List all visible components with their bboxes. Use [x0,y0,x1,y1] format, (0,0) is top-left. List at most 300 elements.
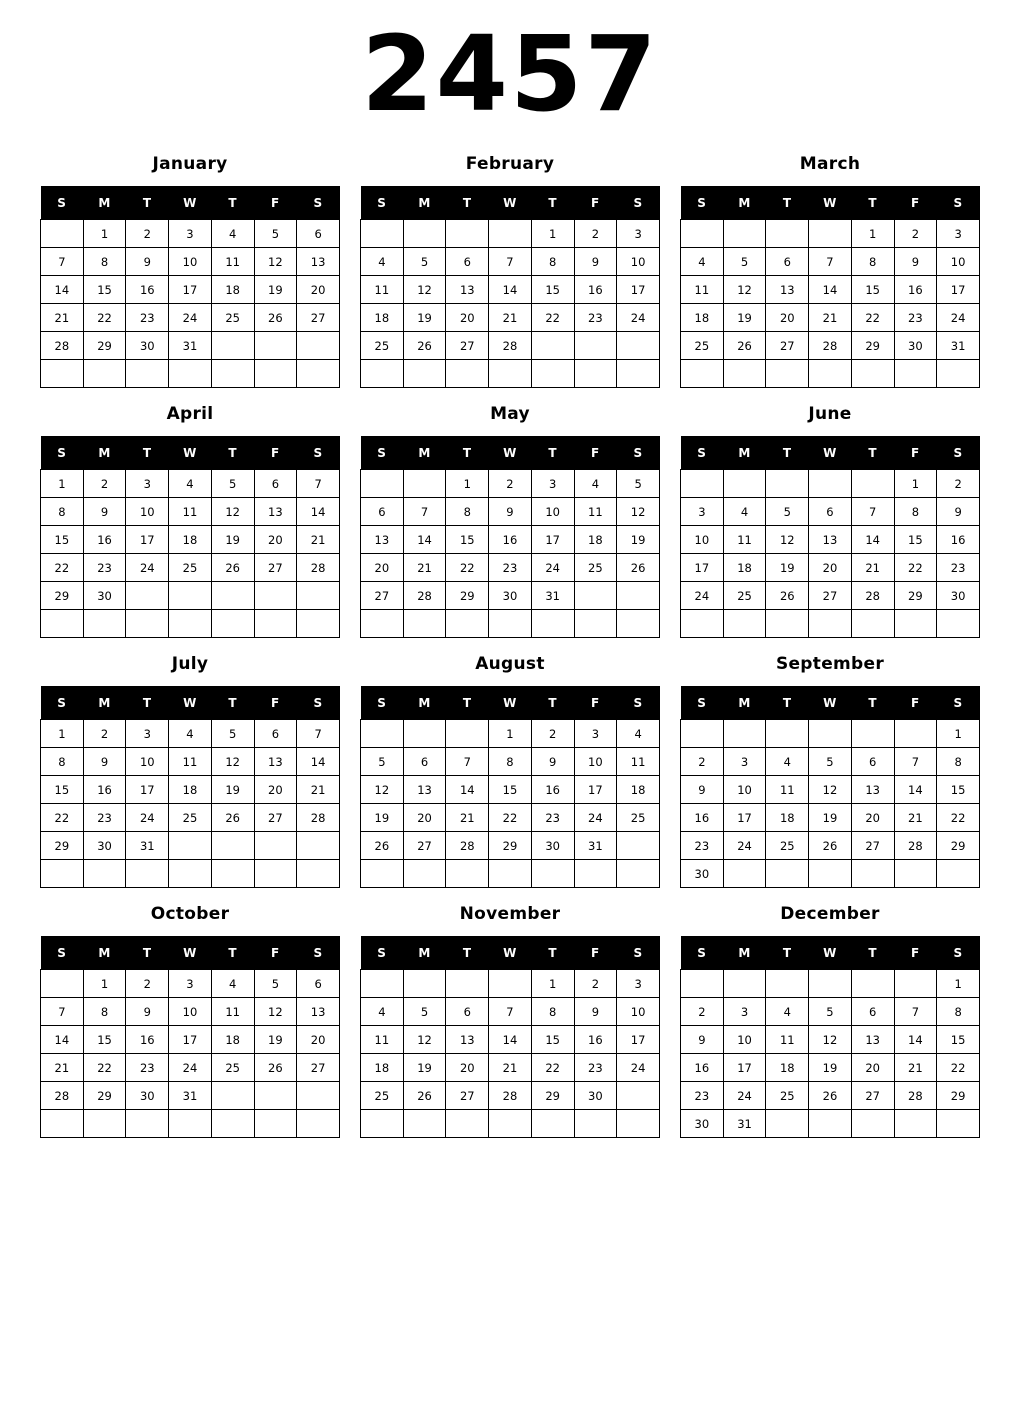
day-cell[interactable] [361,360,404,388]
day-cell[interactable]: 26 [254,304,297,332]
day-cell[interactable]: 8 [41,748,84,776]
day-cell[interactable] [403,970,446,998]
day-cell[interactable]: 5 [809,748,852,776]
day-cell[interactable]: 31 [126,832,169,860]
day-cell[interactable]: 10 [169,998,212,1026]
day-cell[interactable]: 17 [169,276,212,304]
day-cell[interactable]: 26 [766,582,809,610]
day-cell[interactable]: 15 [41,526,84,554]
day-cell[interactable] [211,360,254,388]
day-cell[interactable] [617,582,660,610]
day-cell[interactable]: 23 [574,304,617,332]
day-cell[interactable]: 7 [297,470,340,498]
day-cell[interactable] [254,1082,297,1110]
day-cell[interactable]: 1 [851,220,894,248]
day-cell[interactable] [723,970,766,998]
day-cell[interactable]: 8 [489,748,532,776]
day-cell[interactable]: 28 [297,804,340,832]
day-cell[interactable] [937,1110,980,1138]
day-cell[interactable] [297,332,340,360]
day-cell[interactable] [254,860,297,888]
day-cell[interactable]: 1 [489,720,532,748]
day-cell[interactable]: 22 [446,554,489,582]
day-cell[interactable]: 14 [489,1026,532,1054]
day-cell[interactable]: 17 [126,526,169,554]
day-cell[interactable] [211,332,254,360]
day-cell[interactable]: 3 [617,220,660,248]
day-cell[interactable]: 1 [894,470,937,498]
day-cell[interactable] [489,610,532,638]
day-cell[interactable]: 11 [211,998,254,1026]
day-cell[interactable] [489,1110,532,1138]
day-cell[interactable]: 4 [169,470,212,498]
day-cell[interactable]: 31 [574,832,617,860]
day-cell[interactable]: 24 [617,1054,660,1082]
day-cell[interactable]: 4 [361,998,404,1026]
day-cell[interactable]: 7 [41,248,84,276]
day-cell[interactable]: 25 [766,1082,809,1110]
day-cell[interactable]: 26 [361,832,404,860]
day-cell[interactable] [894,1110,937,1138]
day-cell[interactable] [681,470,724,498]
day-cell[interactable]: 3 [574,720,617,748]
day-cell[interactable]: 26 [809,832,852,860]
day-cell[interactable]: 27 [361,582,404,610]
day-cell[interactable] [297,1110,340,1138]
day-cell[interactable] [126,860,169,888]
day-cell[interactable] [681,610,724,638]
day-cell[interactable]: 18 [361,1054,404,1082]
day-cell[interactable] [723,860,766,888]
day-cell[interactable]: 26 [211,554,254,582]
day-cell[interactable] [297,610,340,638]
day-cell[interactable]: 23 [894,304,937,332]
day-cell[interactable]: 29 [83,1082,126,1110]
day-cell[interactable]: 1 [83,220,126,248]
day-cell[interactable] [83,860,126,888]
day-cell[interactable]: 2 [489,470,532,498]
day-cell[interactable]: 21 [297,776,340,804]
day-cell[interactable]: 30 [126,332,169,360]
day-cell[interactable] [403,360,446,388]
day-cell[interactable]: 6 [446,998,489,1026]
day-cell[interactable]: 14 [297,498,340,526]
day-cell[interactable]: 11 [361,1026,404,1054]
day-cell[interactable]: 24 [681,582,724,610]
day-cell[interactable] [41,610,84,638]
day-cell[interactable] [574,360,617,388]
day-cell[interactable]: 29 [41,582,84,610]
day-cell[interactable] [851,610,894,638]
day-cell[interactable]: 22 [851,304,894,332]
day-cell[interactable] [41,220,84,248]
day-cell[interactable] [41,1110,84,1138]
day-cell[interactable] [126,610,169,638]
day-cell[interactable] [126,582,169,610]
day-cell[interactable] [894,970,937,998]
day-cell[interactable]: 1 [41,720,84,748]
day-cell[interactable]: 8 [851,248,894,276]
day-cell[interactable]: 2 [126,220,169,248]
day-cell[interactable]: 27 [403,832,446,860]
day-cell[interactable] [937,860,980,888]
day-cell[interactable]: 26 [211,804,254,832]
day-cell[interactable] [361,720,404,748]
day-cell[interactable]: 17 [531,526,574,554]
day-cell[interactable]: 27 [254,554,297,582]
day-cell[interactable] [211,1082,254,1110]
day-cell[interactable] [723,720,766,748]
day-cell[interactable]: 21 [297,526,340,554]
day-cell[interactable]: 20 [254,776,297,804]
day-cell[interactable]: 4 [681,248,724,276]
day-cell[interactable] [83,360,126,388]
day-cell[interactable]: 4 [574,470,617,498]
day-cell[interactable]: 28 [403,582,446,610]
day-cell[interactable] [723,360,766,388]
day-cell[interactable]: 28 [41,332,84,360]
day-cell[interactable]: 14 [894,776,937,804]
day-cell[interactable]: 6 [851,998,894,1026]
day-cell[interactable]: 21 [446,804,489,832]
day-cell[interactable] [531,1110,574,1138]
day-cell[interactable] [531,860,574,888]
day-cell[interactable] [723,470,766,498]
day-cell[interactable]: 28 [41,1082,84,1110]
day-cell[interactable]: 4 [766,998,809,1026]
day-cell[interactable]: 31 [169,1082,212,1110]
day-cell[interactable]: 15 [531,1026,574,1054]
day-cell[interactable]: 24 [126,804,169,832]
day-cell[interactable]: 27 [254,804,297,832]
day-cell[interactable]: 14 [403,526,446,554]
day-cell[interactable]: 9 [574,248,617,276]
day-cell[interactable]: 24 [937,304,980,332]
day-cell[interactable]: 15 [446,526,489,554]
day-cell[interactable] [254,582,297,610]
day-cell[interactable]: 17 [723,1054,766,1082]
day-cell[interactable] [489,220,532,248]
day-cell[interactable] [766,720,809,748]
day-cell[interactable] [894,360,937,388]
day-cell[interactable]: 30 [489,582,532,610]
day-cell[interactable]: 9 [574,998,617,1026]
day-cell[interactable] [809,1110,852,1138]
day-cell[interactable] [851,720,894,748]
day-cell[interactable]: 13 [297,998,340,1026]
day-cell[interactable]: 17 [937,276,980,304]
day-cell[interactable] [766,470,809,498]
day-cell[interactable]: 26 [617,554,660,582]
day-cell[interactable]: 3 [169,220,212,248]
day-cell[interactable]: 19 [809,1054,852,1082]
day-cell[interactable] [809,470,852,498]
day-cell[interactable]: 21 [41,304,84,332]
day-cell[interactable]: 10 [617,248,660,276]
day-cell[interactable]: 22 [489,804,532,832]
day-cell[interactable]: 16 [681,1054,724,1082]
day-cell[interactable]: 4 [169,720,212,748]
day-cell[interactable] [574,610,617,638]
day-cell[interactable]: 10 [723,1026,766,1054]
day-cell[interactable]: 2 [894,220,937,248]
day-cell[interactable] [361,610,404,638]
day-cell[interactable]: 31 [723,1110,766,1138]
day-cell[interactable]: 1 [531,970,574,998]
day-cell[interactable] [574,1110,617,1138]
day-cell[interactable]: 17 [574,776,617,804]
day-cell[interactable]: 30 [574,1082,617,1110]
day-cell[interactable]: 29 [489,832,532,860]
day-cell[interactable]: 11 [766,1026,809,1054]
day-cell[interactable]: 17 [617,1026,660,1054]
day-cell[interactable]: 26 [809,1082,852,1110]
day-cell[interactable] [574,332,617,360]
day-cell[interactable]: 11 [723,526,766,554]
day-cell[interactable]: 11 [574,498,617,526]
day-cell[interactable] [489,360,532,388]
day-cell[interactable]: 2 [681,998,724,1026]
day-cell[interactable]: 3 [723,748,766,776]
day-cell[interactable]: 2 [574,970,617,998]
day-cell[interactable]: 18 [766,1054,809,1082]
day-cell[interactable] [894,860,937,888]
day-cell[interactable]: 10 [574,748,617,776]
day-cell[interactable]: 5 [361,748,404,776]
day-cell[interactable]: 2 [574,220,617,248]
day-cell[interactable]: 6 [766,248,809,276]
day-cell[interactable]: 24 [617,304,660,332]
day-cell[interactable]: 19 [254,276,297,304]
day-cell[interactable]: 1 [937,720,980,748]
day-cell[interactable] [809,720,852,748]
day-cell[interactable]: 12 [211,498,254,526]
day-cell[interactable]: 1 [83,970,126,998]
day-cell[interactable] [617,1082,660,1110]
day-cell[interactable]: 21 [851,554,894,582]
day-cell[interactable]: 15 [937,776,980,804]
day-cell[interactable]: 8 [937,998,980,1026]
day-cell[interactable]: 10 [126,748,169,776]
day-cell[interactable]: 29 [937,1082,980,1110]
day-cell[interactable]: 18 [723,554,766,582]
day-cell[interactable]: 9 [681,776,724,804]
day-cell[interactable]: 2 [681,748,724,776]
day-cell[interactable]: 1 [446,470,489,498]
day-cell[interactable]: 28 [894,832,937,860]
day-cell[interactable]: 13 [446,276,489,304]
day-cell[interactable] [254,1110,297,1138]
day-cell[interactable] [446,220,489,248]
day-cell[interactable] [809,610,852,638]
day-cell[interactable]: 14 [489,276,532,304]
day-cell[interactable]: 19 [617,526,660,554]
day-cell[interactable]: 21 [894,1054,937,1082]
day-cell[interactable]: 22 [894,554,937,582]
day-cell[interactable]: 24 [126,554,169,582]
day-cell[interactable]: 9 [937,498,980,526]
day-cell[interactable]: 5 [403,998,446,1026]
day-cell[interactable] [681,220,724,248]
day-cell[interactable]: 17 [126,776,169,804]
day-cell[interactable] [489,860,532,888]
day-cell[interactable] [617,832,660,860]
day-cell[interactable]: 4 [361,248,404,276]
day-cell[interactable] [361,220,404,248]
day-cell[interactable]: 9 [894,248,937,276]
day-cell[interactable]: 30 [681,860,724,888]
day-cell[interactable]: 16 [574,1026,617,1054]
day-cell[interactable]: 2 [126,970,169,998]
day-cell[interactable]: 17 [617,276,660,304]
day-cell[interactable]: 24 [169,1054,212,1082]
day-cell[interactable]: 15 [489,776,532,804]
day-cell[interactable]: 31 [169,332,212,360]
day-cell[interactable] [297,860,340,888]
day-cell[interactable]: 4 [211,970,254,998]
day-cell[interactable]: 21 [41,1054,84,1082]
day-cell[interactable]: 16 [126,1026,169,1054]
day-cell[interactable]: 29 [41,832,84,860]
day-cell[interactable] [361,970,404,998]
day-cell[interactable]: 11 [211,248,254,276]
day-cell[interactable]: 8 [894,498,937,526]
day-cell[interactable]: 25 [169,804,212,832]
day-cell[interactable]: 13 [403,776,446,804]
day-cell[interactable]: 10 [617,998,660,1026]
day-cell[interactable]: 13 [254,498,297,526]
day-cell[interactable]: 17 [723,804,766,832]
day-cell[interactable] [254,610,297,638]
day-cell[interactable] [766,610,809,638]
day-cell[interactable] [851,970,894,998]
day-cell[interactable]: 16 [83,526,126,554]
day-cell[interactable] [41,860,84,888]
day-cell[interactable]: 3 [126,470,169,498]
day-cell[interactable]: 12 [403,1026,446,1054]
day-cell[interactable] [169,860,212,888]
day-cell[interactable]: 28 [489,1082,532,1110]
day-cell[interactable]: 4 [617,720,660,748]
day-cell[interactable]: 13 [254,748,297,776]
day-cell[interactable]: 6 [361,498,404,526]
day-cell[interactable]: 24 [531,554,574,582]
day-cell[interactable]: 6 [254,470,297,498]
day-cell[interactable]: 5 [211,470,254,498]
day-cell[interactable]: 19 [361,804,404,832]
day-cell[interactable] [126,1110,169,1138]
day-cell[interactable] [723,220,766,248]
day-cell[interactable]: 4 [766,748,809,776]
day-cell[interactable]: 19 [723,304,766,332]
day-cell[interactable]: 7 [403,498,446,526]
day-cell[interactable]: 6 [809,498,852,526]
day-cell[interactable] [894,610,937,638]
day-cell[interactable]: 9 [83,498,126,526]
day-cell[interactable]: 23 [489,554,532,582]
day-cell[interactable]: 12 [211,748,254,776]
day-cell[interactable]: 27 [446,332,489,360]
day-cell[interactable] [766,360,809,388]
day-cell[interactable]: 2 [83,720,126,748]
day-cell[interactable] [531,610,574,638]
day-cell[interactable]: 25 [681,332,724,360]
day-cell[interactable] [126,360,169,388]
day-cell[interactable]: 31 [531,582,574,610]
day-cell[interactable]: 30 [531,832,574,860]
day-cell[interactable]: 22 [83,304,126,332]
day-cell[interactable]: 20 [446,304,489,332]
day-cell[interactable]: 20 [254,526,297,554]
day-cell[interactable] [446,970,489,998]
day-cell[interactable]: 19 [766,554,809,582]
day-cell[interactable]: 30 [894,332,937,360]
day-cell[interactable]: 3 [617,970,660,998]
day-cell[interactable] [361,1110,404,1138]
day-cell[interactable]: 24 [169,304,212,332]
day-cell[interactable]: 26 [403,1082,446,1110]
day-cell[interactable]: 20 [851,804,894,832]
day-cell[interactable]: 12 [766,526,809,554]
day-cell[interactable] [211,832,254,860]
day-cell[interactable]: 23 [681,1082,724,1110]
day-cell[interactable] [574,582,617,610]
day-cell[interactable]: 18 [766,804,809,832]
day-cell[interactable] [531,332,574,360]
day-cell[interactable] [681,360,724,388]
day-cell[interactable]: 25 [617,804,660,832]
day-cell[interactable]: 9 [126,248,169,276]
day-cell[interactable] [446,720,489,748]
day-cell[interactable]: 28 [297,554,340,582]
day-cell[interactable]: 18 [211,1026,254,1054]
day-cell[interactable]: 11 [617,748,660,776]
day-cell[interactable]: 27 [297,1054,340,1082]
day-cell[interactable]: 16 [937,526,980,554]
day-cell[interactable]: 15 [937,1026,980,1054]
day-cell[interactable] [211,582,254,610]
day-cell[interactable]: 22 [531,1054,574,1082]
day-cell[interactable]: 16 [126,276,169,304]
day-cell[interactable]: 9 [531,748,574,776]
day-cell[interactable]: 26 [723,332,766,360]
day-cell[interactable]: 27 [446,1082,489,1110]
day-cell[interactable]: 11 [169,748,212,776]
day-cell[interactable]: 3 [681,498,724,526]
day-cell[interactable]: 26 [403,332,446,360]
day-cell[interactable] [809,220,852,248]
day-cell[interactable]: 16 [894,276,937,304]
day-cell[interactable]: 15 [83,1026,126,1054]
day-cell[interactable] [851,860,894,888]
day-cell[interactable]: 13 [446,1026,489,1054]
day-cell[interactable]: 25 [574,554,617,582]
day-cell[interactable]: 13 [297,248,340,276]
day-cell[interactable]: 22 [41,554,84,582]
day-cell[interactable] [809,360,852,388]
day-cell[interactable]: 25 [211,304,254,332]
day-cell[interactable]: 5 [254,970,297,998]
day-cell[interactable]: 23 [83,804,126,832]
day-cell[interactable]: 8 [531,248,574,276]
day-cell[interactable]: 29 [83,332,126,360]
day-cell[interactable]: 14 [809,276,852,304]
day-cell[interactable]: 7 [894,998,937,1026]
day-cell[interactable]: 4 [211,220,254,248]
day-cell[interactable] [41,970,84,998]
day-cell[interactable] [766,220,809,248]
day-cell[interactable]: 12 [254,248,297,276]
